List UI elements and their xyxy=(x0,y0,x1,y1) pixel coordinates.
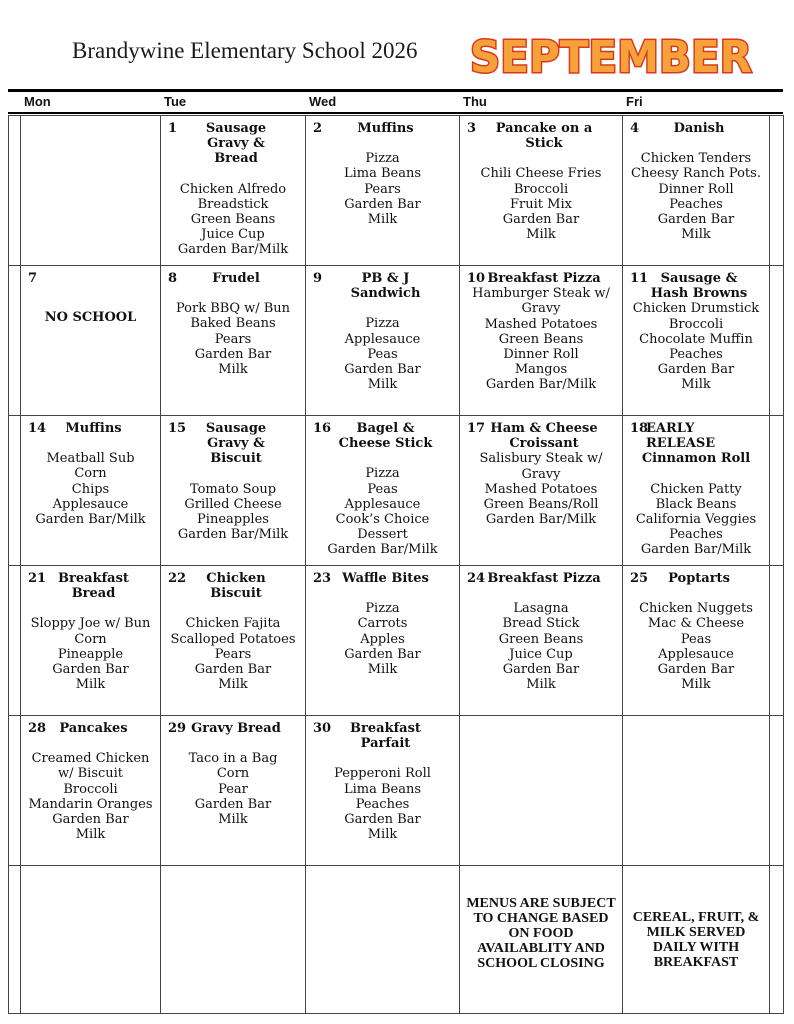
menu-item: Peaches xyxy=(355,796,410,812)
day-content xyxy=(623,266,769,393)
day-cell-7 xyxy=(21,266,161,416)
menu-item: Milk xyxy=(367,662,398,678)
menu-item: Lima Beans xyxy=(343,166,422,182)
day-number: 17 xyxy=(467,421,486,436)
day-content xyxy=(161,566,305,692)
notes-cell xyxy=(21,866,161,1014)
menu-item: Garden Bar xyxy=(657,362,735,378)
menu-item: Garden Bar/Milk xyxy=(327,542,438,558)
day-cell-21 xyxy=(21,566,161,716)
spacer xyxy=(164,286,302,301)
day-cell-30 xyxy=(306,716,460,866)
notes-row xyxy=(9,866,784,1014)
day-content xyxy=(306,716,459,842)
day-header xyxy=(164,271,302,286)
grid-margin-right xyxy=(770,716,784,866)
day-cell-10 xyxy=(460,266,623,416)
breakfast-special: Muffins xyxy=(357,121,414,136)
spacer xyxy=(626,136,766,151)
day-header xyxy=(24,721,157,736)
spacer xyxy=(463,586,619,601)
week-row xyxy=(9,416,784,566)
day-content xyxy=(21,716,160,842)
day-header xyxy=(463,121,619,151)
spacer xyxy=(309,451,456,466)
menu-item: Tomato Soup xyxy=(189,481,277,497)
day-header xyxy=(626,571,766,586)
menu-item: Mandarin Oranges xyxy=(28,796,153,812)
day-content xyxy=(161,416,305,542)
menu-item: Garden Bar xyxy=(52,812,129,828)
breakfast-special: Sausage Gravy & Bread xyxy=(205,121,267,167)
menu-item: Garden Bar/Milk xyxy=(485,377,597,393)
menu-item: Garden Bar xyxy=(52,662,129,678)
day-number: 16 xyxy=(313,421,332,436)
menu-item: Garden Bar xyxy=(502,662,580,678)
day-content xyxy=(623,716,769,721)
breakfast-special: Breakfast Pizza xyxy=(487,271,601,286)
grid-margin-right xyxy=(770,116,784,266)
day-number: 10 xyxy=(467,271,486,286)
day-header xyxy=(24,421,157,436)
week-row xyxy=(9,716,784,866)
grid-margin-left xyxy=(9,716,21,866)
day-number: 14 xyxy=(28,421,47,436)
grid-margin-left xyxy=(9,116,21,266)
menu-item: Hamburger Steak w/ xyxy=(472,286,610,302)
menu-item: Milk xyxy=(681,377,711,393)
menu-item: Pizza xyxy=(365,151,400,167)
day-content xyxy=(623,416,769,558)
menu-item: Peaches xyxy=(669,527,723,543)
menu-item: Broccoli xyxy=(513,181,569,197)
no-school-label: NO SCHOOL xyxy=(44,310,137,326)
day-number: 9 xyxy=(313,271,323,286)
header-top-rule xyxy=(8,89,783,92)
breakfast-special: Breakfast Parfait xyxy=(350,721,421,752)
day-cell-8 xyxy=(161,266,306,416)
notes-cell xyxy=(623,866,770,1014)
menu-item: Pizza xyxy=(365,601,400,617)
early-release-label: EARLY RELEASE xyxy=(646,421,716,452)
day-number: 29 xyxy=(168,721,187,736)
menu-item: Creamed Chicken xyxy=(31,751,150,767)
breakfast-special: Muffins xyxy=(65,421,122,436)
day-cell-2 xyxy=(306,116,460,266)
breakfast-special: Ham & Cheese Croissant xyxy=(490,421,598,452)
menu-item: Juice Cup xyxy=(201,227,265,243)
breakfast-special: Pancakes xyxy=(59,721,128,736)
grid-margin-right xyxy=(770,866,784,1014)
weekday-mon: Mon xyxy=(24,94,51,109)
spacer xyxy=(164,736,302,751)
day-number: 15 xyxy=(168,421,187,436)
menu-item: Garden Bar xyxy=(344,362,421,378)
menu-item: Applesauce xyxy=(52,496,129,512)
spacer xyxy=(626,467,766,482)
notes-cell xyxy=(306,866,460,1014)
menu-item: Green Beans xyxy=(498,331,584,347)
menu-item: Peaches xyxy=(669,196,723,212)
menu-item: Chicken Tenders xyxy=(640,151,752,167)
page-title: Brandywine Elementary School 2026 xyxy=(72,38,418,63)
spacer xyxy=(309,301,456,316)
day-header xyxy=(309,721,456,751)
menu-item: Garden Bar xyxy=(657,212,735,228)
menu-item: Black Beans xyxy=(655,496,737,512)
day-header xyxy=(309,421,456,451)
menu-item: Taco in a Bag xyxy=(188,751,278,767)
breakfast-special: Cinnamon Roll xyxy=(641,451,751,467)
day-content xyxy=(460,716,622,721)
day-cell-empty xyxy=(460,716,623,866)
menu-item: Milk xyxy=(367,377,398,393)
menu-item: Juice Cup xyxy=(509,646,573,662)
week-row xyxy=(9,266,784,416)
day-content xyxy=(623,566,769,692)
breakfast-note: CEREAL, FRUIT, & MILK SERVED DAILY WITH BREAKFAST xyxy=(632,910,760,970)
menu-item: Pineapple xyxy=(57,646,124,662)
day-header xyxy=(463,271,619,286)
menu-item: Gravy xyxy=(521,301,561,317)
day-number: 4 xyxy=(630,121,640,136)
menu-item: Chicken Fajita xyxy=(185,616,281,632)
spacer xyxy=(24,436,157,451)
menu-item: Chicken Drumstick xyxy=(632,301,760,317)
day-content xyxy=(306,116,459,227)
menu-item: Carrots xyxy=(357,616,408,632)
menu-item: Peas xyxy=(367,346,398,362)
day-header xyxy=(24,571,157,601)
menu-item: Pizza xyxy=(365,466,400,482)
spacer xyxy=(463,151,619,166)
day-number: 18 xyxy=(630,421,649,436)
menu-item: Milk xyxy=(681,227,711,243)
month-label: SEPTEMBER xyxy=(470,32,752,83)
grid-margin-left xyxy=(9,866,21,1014)
weekday-fri: Fri xyxy=(626,94,643,109)
menu-item: Garden Bar/Milk xyxy=(485,512,597,528)
day-content xyxy=(21,416,160,527)
menu-item: Garden Bar/Milk xyxy=(177,527,289,543)
menu-item: Milk xyxy=(75,827,106,843)
menu-item: Corn xyxy=(74,466,107,482)
menu-item: Bread Stick xyxy=(502,616,580,632)
menu-item: Milk xyxy=(218,812,248,828)
menu-item: Garden Bar xyxy=(194,662,272,678)
menu-item: Pizza xyxy=(365,316,400,332)
day-number: 21 xyxy=(28,571,47,586)
breakfast-special: Breakfast Pizza xyxy=(487,571,601,586)
menu-item: Milk xyxy=(526,677,556,693)
breakfast-special: Poptarts xyxy=(668,571,730,586)
menu-item: Scalloped Potatoes xyxy=(170,631,296,647)
day-cell-14 xyxy=(21,416,161,566)
menu-item: Chili Cheese Fries xyxy=(480,166,602,182)
spacer xyxy=(309,751,456,766)
menu-item: California Veggies xyxy=(635,512,757,528)
day-header xyxy=(309,271,456,301)
spacer xyxy=(626,586,766,601)
day-number: 30 xyxy=(313,721,332,736)
day-header xyxy=(309,121,456,136)
menu-item: Peas xyxy=(680,631,712,647)
day-header xyxy=(309,571,456,586)
grid-margin-right xyxy=(770,416,784,566)
menu-item: Chocolate Muffin xyxy=(639,331,753,347)
day-header xyxy=(164,571,302,601)
spacer xyxy=(164,167,302,182)
day-number: 3 xyxy=(467,121,477,136)
day-cell-17 xyxy=(460,416,623,566)
menu-item: Dinner Roll xyxy=(503,347,579,363)
day-number: 11 xyxy=(630,271,649,286)
menu-item: Milk xyxy=(218,362,248,378)
grid-margin-right xyxy=(770,566,784,716)
day-content xyxy=(161,266,305,377)
menu-item: Milk xyxy=(218,677,248,693)
day-header xyxy=(24,271,157,286)
menu-item: Apples xyxy=(360,631,405,647)
menu-item: Pears xyxy=(214,331,252,347)
spacer xyxy=(309,136,456,151)
day-number: 24 xyxy=(467,571,486,586)
day-content xyxy=(460,116,622,242)
menu-item: Chips xyxy=(71,481,110,497)
breakfast-special: Gravy Bread xyxy=(191,721,281,736)
week-row xyxy=(9,566,784,716)
menu-item: Mac & Cheese xyxy=(647,616,745,632)
menu-item: Meatball Sub xyxy=(46,451,135,467)
spacer xyxy=(164,601,302,616)
breakfast-special: PB & J Sandwich xyxy=(350,271,421,302)
menu-item: Green Beans xyxy=(190,212,276,228)
grid-margin-left xyxy=(9,416,21,566)
menu-item: Pineapples xyxy=(197,512,269,528)
day-header xyxy=(626,121,766,136)
menu-item: Pepperoni Roll xyxy=(334,766,431,782)
menu-item: Milk xyxy=(367,212,398,228)
menu-item: Gravy xyxy=(521,466,561,482)
menu-item: Applesauce xyxy=(344,331,421,347)
menu-item: Garden Bar xyxy=(194,796,272,812)
menu-item: Milk xyxy=(681,677,711,693)
menu-item: Garden Bar xyxy=(344,646,421,662)
menu-item: Garden Bar/Milk xyxy=(177,242,289,258)
day-header xyxy=(463,571,619,586)
spacer xyxy=(164,467,302,482)
day-cell-empty xyxy=(623,716,770,866)
menu-item: Broccoli xyxy=(63,781,118,797)
day-content xyxy=(623,116,769,242)
breakfast-special: Sausage Gravy & Biscuit xyxy=(205,421,267,467)
day-header xyxy=(626,271,766,301)
breakfast-special: Breakfast Bread xyxy=(58,571,129,602)
breakfast-special: Pancake on a Stick xyxy=(495,121,593,152)
day-cell-4 xyxy=(623,116,770,266)
spacer xyxy=(24,736,157,751)
day-content xyxy=(460,566,622,692)
menu-item: Green Beans/Roll xyxy=(483,497,599,513)
day-cell-11 xyxy=(623,266,770,416)
menu-item: Lasagna xyxy=(513,601,569,617)
day-number: 7 xyxy=(28,271,38,286)
breakfast-special: Waffle Bites xyxy=(342,571,429,586)
menu-item: Corn xyxy=(216,766,250,782)
day-cell-16 xyxy=(306,416,460,566)
day-content xyxy=(306,266,459,392)
weekday-wed: Wed xyxy=(309,94,337,109)
day-number: 8 xyxy=(168,271,178,286)
day-content xyxy=(460,416,622,527)
notes-cell xyxy=(161,866,306,1014)
breakfast-special: Frudel xyxy=(212,271,260,286)
menu-item: Garden Bar xyxy=(194,346,272,362)
day-header xyxy=(626,421,766,451)
menu-item: Grilled Cheese xyxy=(184,496,282,512)
menu-item: Pork BBQ w/ Bun xyxy=(175,301,291,317)
day-header xyxy=(164,421,302,467)
day-number: 22 xyxy=(168,571,187,586)
day-content xyxy=(460,266,622,393)
day-content xyxy=(21,566,160,692)
menu-item: Cheesy Ranch Pots. xyxy=(631,166,761,182)
week-row xyxy=(9,116,784,266)
breakfast-special: Danish xyxy=(673,121,725,136)
notes-cell xyxy=(460,866,623,1014)
day-content xyxy=(306,566,459,677)
menu-item: Corn xyxy=(74,631,107,647)
spacer xyxy=(24,601,157,616)
weekday-thu: Thu xyxy=(463,94,487,109)
month-wordart-september xyxy=(466,24,756,86)
breakfast-special: Chicken Biscuit xyxy=(206,571,266,602)
day-number: 25 xyxy=(630,571,649,586)
menu-item: Garden Bar xyxy=(502,212,580,228)
day-cell-24 xyxy=(460,566,623,716)
grid-margin-left xyxy=(9,566,21,716)
day-header xyxy=(463,421,619,451)
menu-item: w/ Biscuit xyxy=(57,766,124,782)
menu-disclaimer: MENUS ARE SUBJECT TO CHANGE BASED ON FOOD AVAILABLITY AND SCHOOL CLOSING xyxy=(466,896,616,971)
day-cell-1 xyxy=(161,116,306,266)
grid-margin-right xyxy=(770,266,784,416)
day-number: 28 xyxy=(28,721,47,736)
menu-item: Garden Bar/Milk xyxy=(35,512,146,528)
day-content xyxy=(306,416,459,558)
menu-item: Mashed Potatoes xyxy=(484,481,598,497)
menu-item: Chicken Nuggets xyxy=(639,601,753,617)
day-content xyxy=(161,716,305,827)
day-cell-9 xyxy=(306,266,460,416)
day-cell-25 xyxy=(623,566,770,716)
menu-item: Pears xyxy=(364,181,401,197)
menu-item: Mashed Potatoes xyxy=(484,316,598,332)
menu-item: Green Beans xyxy=(498,631,584,647)
menu-item: Chicken Alfredo xyxy=(179,181,287,197)
day-cell-3 xyxy=(460,116,623,266)
menu-item: Garden Bar xyxy=(657,662,735,678)
menu-item: Garden Bar/Milk xyxy=(640,542,752,558)
menu-item: Applesauce xyxy=(344,496,421,512)
menu-item: Lima Beans xyxy=(343,781,422,797)
weekday-tue: Tue xyxy=(164,94,187,109)
menu-item: Pears xyxy=(214,646,252,662)
menu-item: Broccoli xyxy=(668,316,724,332)
menu-item: Milk xyxy=(367,827,398,843)
day-cell-23 xyxy=(306,566,460,716)
menu-item: Dinner Roll xyxy=(658,181,734,197)
menu-item: Applesauce xyxy=(658,646,734,662)
menu-item: Cook’s Choice Dessert xyxy=(335,512,430,543)
breakfast-special: Sausage & Hash Browns xyxy=(650,271,748,302)
day-content xyxy=(161,116,305,258)
grid-margin-left xyxy=(9,266,21,416)
day-header xyxy=(164,721,302,736)
menu-item: Peaches xyxy=(669,347,723,363)
menu-item: Garden Bar xyxy=(344,812,421,828)
menu-item: Salisbury Steak w/ xyxy=(479,451,603,467)
spacer xyxy=(309,586,456,601)
menu-item: Baked Beans xyxy=(190,316,276,332)
day-cell-empty xyxy=(21,116,161,266)
day-cell-15 xyxy=(161,416,306,566)
menu-item: Sloppy Joe w/ Bun xyxy=(30,616,151,632)
breakfast-special: Bagel & Cheese Stick xyxy=(338,421,433,452)
day-cell-28 xyxy=(21,716,161,866)
day-cell-18 xyxy=(623,416,770,566)
header-bottom-rule xyxy=(8,112,783,114)
menu-item: Mangos xyxy=(514,362,568,378)
day-number: 2 xyxy=(313,121,323,136)
day-number: 23 xyxy=(313,571,332,586)
day-cell-29 xyxy=(161,716,306,866)
menu-item: Milk xyxy=(526,227,556,243)
menu-item: Peas xyxy=(367,481,398,497)
menu-calendar-grid xyxy=(8,115,784,1014)
day-cell-22 xyxy=(161,566,306,716)
menu-item: Pear xyxy=(218,781,248,797)
menu-item: Milk xyxy=(75,677,106,693)
day-content xyxy=(21,116,160,121)
day-content xyxy=(21,266,160,325)
menu-item: Chicken Patty xyxy=(650,481,742,497)
menu-item: Fruit Mix xyxy=(510,196,572,212)
day-number: 1 xyxy=(168,121,178,136)
day-header xyxy=(164,121,302,167)
menu-item: Breadstick xyxy=(197,196,269,212)
menu-item: Garden Bar xyxy=(344,196,421,212)
